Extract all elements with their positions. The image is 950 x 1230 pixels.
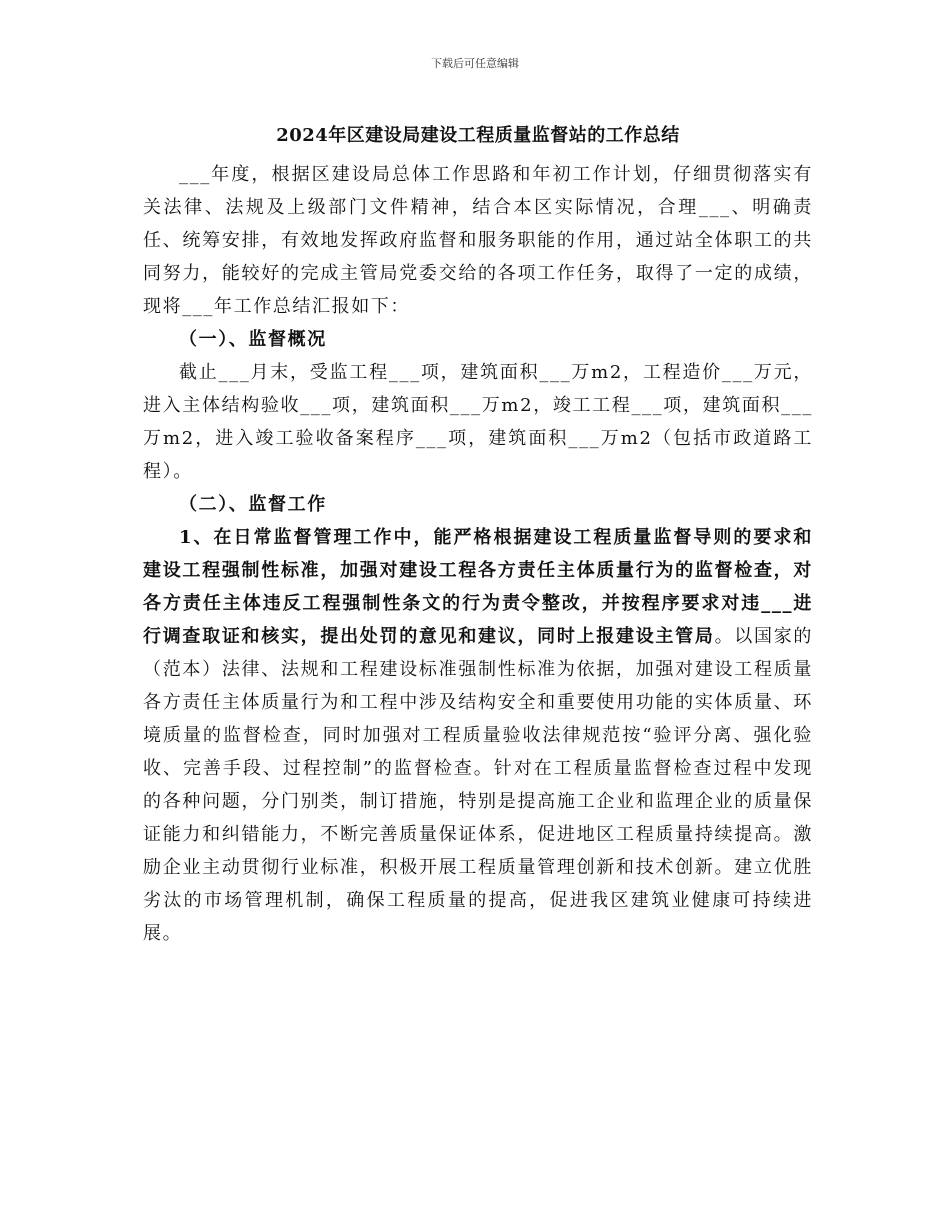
section-2-regular-text: 。以国家的（范本）法律、法规和工程建设标准强制性标准为依据，加强对建设工程质量各方责任主体质量行为和工程中涉及结构安全和重要使用功能的实体质量、环境质量的监督检查，同时加强对工程质量验收法律规范按“验评分离、强化验收、完善手段、过程控制”的监督检查。针对在工程质量监督检查过程中发现的各种问题，分门别类，制订措施，特别是提高施工企业和监理企业的质量保证能力和纠错能力，不断完善质量保证体系，促进地区工程质量持续提高。激励企业主动贯彻行业标准，积极开展工程质量管理创新和技术创新。建立优胜劣汰的市场管理机制，确保工程质量的提高，促进我区建筑业健康可持续进展。: [143, 626, 813, 944]
intro-paragraph: ___年度，根据区建设局总体工作思路和年初工作计划，仔细贯彻落实有关法律、法规及上级部门文件精神，结合本区实际情况，合理___、明确责任、统筹安排，有效地发挥政府监督和服务职能的作用，通过站全体职工的共同努力，能较好的完成主管局党委交给的各项工作任务，取得了一定的成绩，现将___年工作总结汇报如下：: [143, 164, 813, 317]
document-body: [143, 118, 813, 950]
section-1-paragraph: 截止___月末，受监工程___项，建筑面积___万m2，工程造价___万元，进入主体结构验收___项，建筑面积___万m2，竣工工程___项，建筑面积___万m2，进入竣工验收备案程序___项，建筑面积___万m2（包括市政道路工程）。: [143, 362, 813, 482]
section-2-bold-text: 1、在日常监督管理工作中，能严格根据建设工程质量监督导则的要求和建设工程强制性标准，加强对建设工程各方责任主体质量行为的监督检查，对各方责任主体违反工程强制性条文的行为责令整改，并按程序要求对违___进行调查取证和核实，提出处罚的意见和建议，同时上报建设主管局: [143, 527, 813, 647]
section-2-heading: （二）、监督工作: [179, 494, 327, 515]
page-header: 下载后可任意编辑: [431, 57, 519, 70]
document-title: 2024年区建设局建设工程质量监督站的工作总结: [276, 125, 680, 146]
section-1-heading: （一）、监督概况: [179, 329, 327, 350]
section-2-paragraph: [143, 521, 813, 950]
